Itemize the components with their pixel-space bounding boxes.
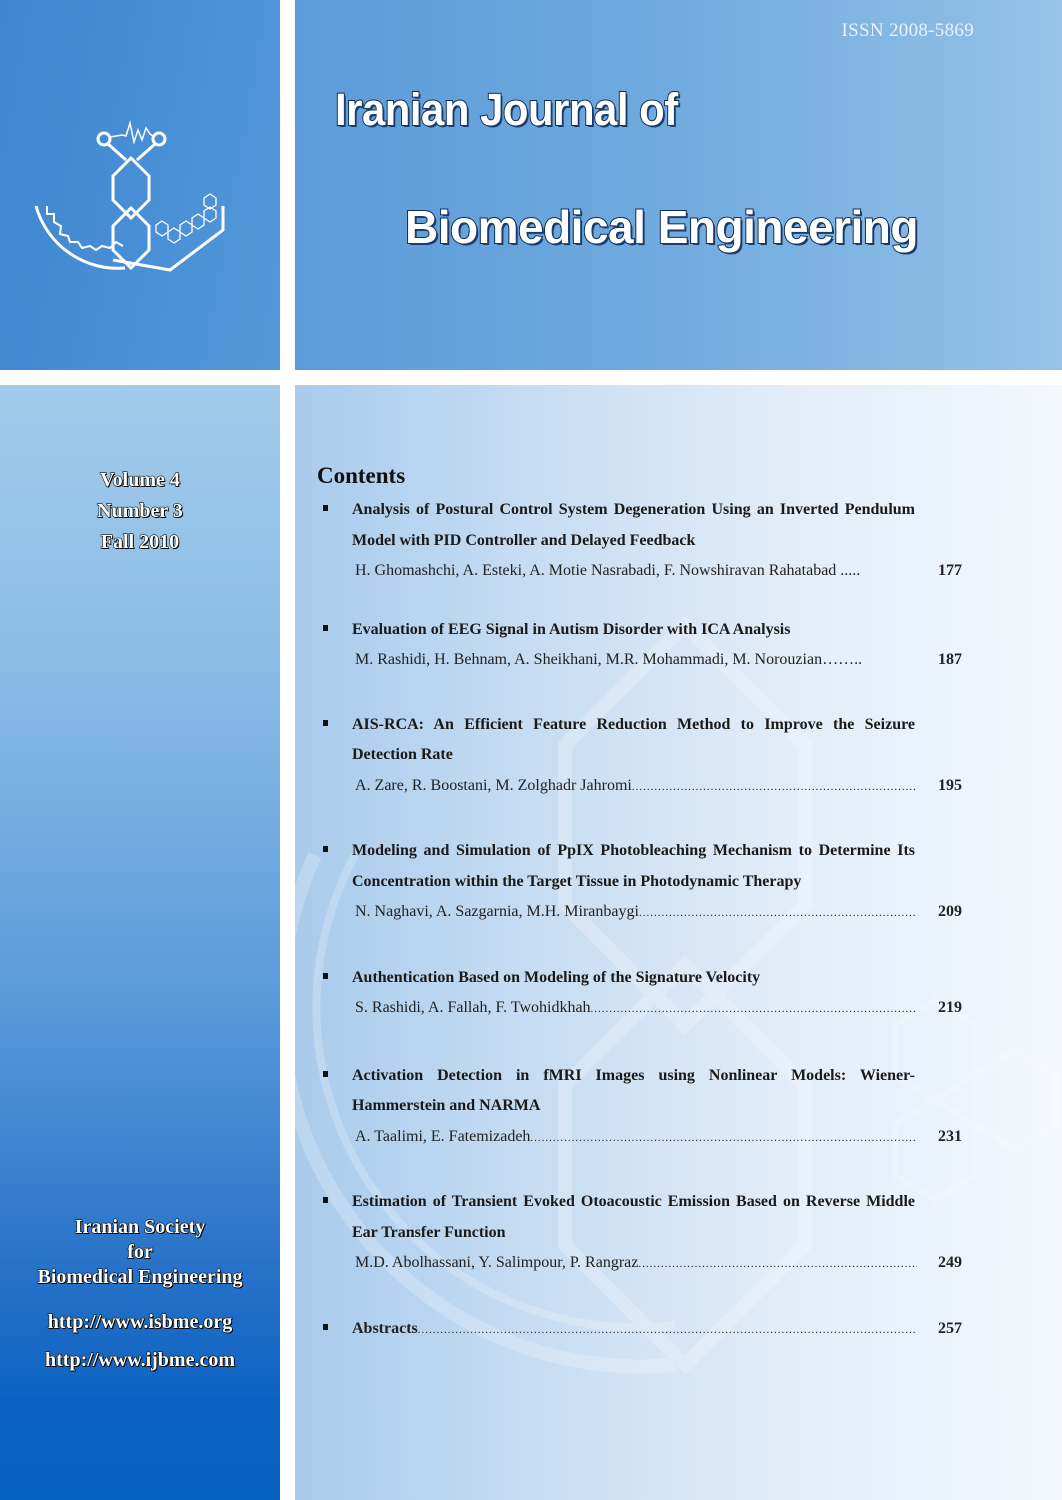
article-title[interactable]: Evaluation of EEG Signal in Autism Disorder with ICA Analysis xyxy=(352,620,791,638)
toc-entry[interactable] xyxy=(317,963,977,1025)
logo-panel xyxy=(0,0,280,370)
bullet-icon xyxy=(323,846,328,852)
toc-entry[interactable] xyxy=(317,495,977,587)
number: Number 3 xyxy=(97,500,183,522)
article-authors: A. Taalimi, E. Fatemizadeh xyxy=(355,1127,531,1145)
article-authors: M.D. Abolhassani, Y. Salimpour, P. Rangraz xyxy=(355,1254,639,1271)
page-number: 209 xyxy=(938,903,962,920)
article-authors: A. Zare, R. Boostani, M. Zolghadr Jahromi xyxy=(355,776,632,794)
issue-info xyxy=(0,465,280,558)
toc-entry[interactable] xyxy=(317,1187,977,1280)
toc-entry[interactable] xyxy=(317,836,977,929)
page-number: 249 xyxy=(938,1254,962,1271)
article-title[interactable]: Analysis of Postural Control System Degeneration Using an Inverted Pendulum Model with PID Controller and Delayed Feedback xyxy=(352,501,915,549)
journal-title-line1: Iranian Journal of xyxy=(335,84,678,135)
toc-entry[interactable] xyxy=(317,1314,977,1346)
journal-title-line2: Biomedical Engineering xyxy=(405,201,918,253)
article-title[interactable]: Estimation of Transient Evoked Otoacoustic Emission Based on Reverse Middle Ear Transfer Function xyxy=(352,1193,915,1241)
issn: ISSN 2008-5869 xyxy=(841,20,974,41)
bullet-icon xyxy=(323,625,328,631)
toc-entry[interactable] xyxy=(317,710,977,803)
leader-dots xyxy=(418,1314,917,1346)
article-title[interactable]: Modeling and Simulation of PpIX Photobleaching Mechanism to Determine Its Concentration within the Target Tissue in Photodynamic Therapy xyxy=(352,842,915,890)
table-of-contents xyxy=(317,463,977,1345)
bullet-icon xyxy=(323,1071,328,1077)
toc-entry[interactable] xyxy=(317,1061,977,1154)
article-title[interactable]: AIS-RCA: An Efficient Feature Reduction Method to Improve the Seizure Detection Rate xyxy=(352,715,915,763)
society-name-line3: Biomedical Engineering xyxy=(37,1266,243,1288)
isbme-logo-icon xyxy=(30,118,230,273)
society-info xyxy=(0,1215,280,1373)
sidebar xyxy=(0,385,280,1500)
page-number: 177 xyxy=(938,562,962,579)
leader-dots xyxy=(632,771,917,803)
leader-dots xyxy=(860,556,917,587)
toc-entry[interactable] xyxy=(317,615,977,676)
leader-dots xyxy=(639,897,917,929)
article-title[interactable]: Abstracts xyxy=(352,1319,418,1337)
page-number: 257 xyxy=(938,1319,962,1337)
journal-url[interactable]: http://www.ijbme.com xyxy=(45,1349,235,1371)
bullet-icon xyxy=(323,1197,328,1203)
page-number: 231 xyxy=(938,1127,962,1145)
bullet-icon xyxy=(323,505,328,511)
contents-heading: Contents xyxy=(317,463,406,488)
leader-dots xyxy=(591,993,917,1025)
society-name-line2: for xyxy=(127,1241,153,1263)
bullet-icon xyxy=(323,1324,328,1330)
article-authors: N. Naghavi, A. Sazgarnia, M.H. Miranbaygi xyxy=(355,903,639,920)
page-number: 219 xyxy=(938,999,962,1016)
page-number: 195 xyxy=(938,776,962,794)
bullet-icon xyxy=(323,720,328,726)
page-number: 187 xyxy=(938,651,962,668)
bullet-icon xyxy=(323,973,328,979)
article-authors: M. Rashidi, H. Behnam, A. Sheikhani, M.R. Mohammadi, M. Norouzian…….. xyxy=(355,651,863,668)
article-authors: S. Rashidi, A. Fallah, F. Twohidkhah xyxy=(355,999,591,1016)
article-title[interactable]: Activation Detection in fMRI Images using Nonlinear Models: Wiener-Hammerstein and NARMA xyxy=(352,1066,915,1114)
article-authors: H. Ghomashchi, A. Esteki, A. Motie Nasrabadi, F. Nowshiravan Rahatabad ..... xyxy=(355,562,861,579)
volume: Volume 4 xyxy=(100,469,180,491)
leader-dots xyxy=(530,1122,917,1154)
contents-panel xyxy=(295,385,1062,1500)
article-title[interactable]: Authentication Based on Modeling of the Signature Velocity xyxy=(352,968,761,986)
society-name-line1: Iranian Society xyxy=(74,1216,206,1238)
leader-dots xyxy=(638,1248,917,1280)
society-url[interactable]: http://www.isbme.org xyxy=(47,1311,233,1333)
leader-dots xyxy=(862,645,917,676)
season: Fall 2010 xyxy=(100,531,180,553)
masthead xyxy=(295,0,1062,370)
